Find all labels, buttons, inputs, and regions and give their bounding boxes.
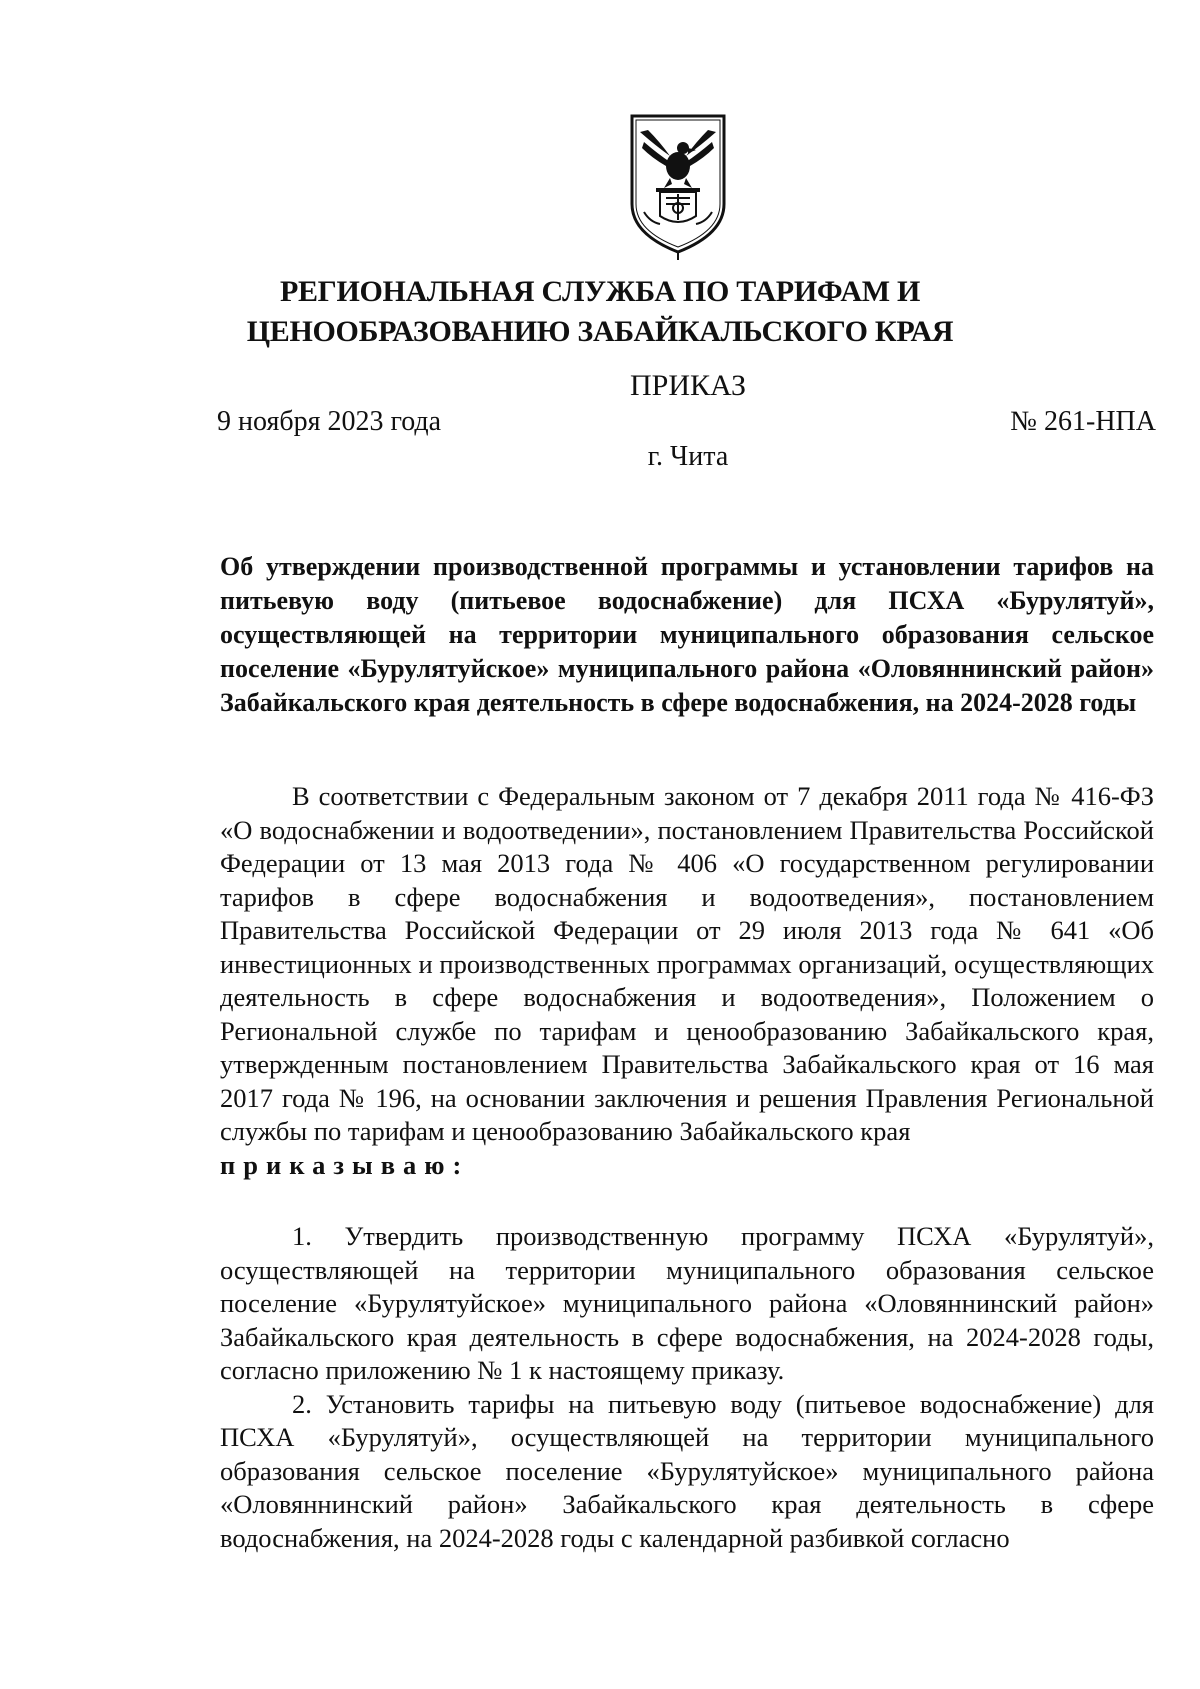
preamble-paragraph	[220, 780, 1154, 1182]
organization-name	[200, 272, 1000, 352]
preamble-text: В соответствии с Федеральным законом от 7 декабря 2011 года № 416-ФЗ «О водоснабжении и водоотведении», постановлением Правительства Российской Федерации от 13 мая 2013 года № 406 «О государственном регулировании тарифов в сфере водоснабжения и водоотведения», постановлением Правительства Российской Федерации от 29 июля 2013 года № 641 «Об инвестиционных и производственных программах организаций, осуществляющих деятельность в сфере водоснабжения и водоотведения», Положением о Региональной службе по тарифам и ценообразованию Забайкальского края, утвержденным постановлением Правительства Забайкальского края от 16 мая 2017 года № 196, на основании заключения и решения Правления Региональной службы по тарифам и ценообразованию Забайкальского края	[220, 781, 1154, 1146]
organization-name-line1: РЕГИОНАЛЬНАЯ СЛУЖБА ПО ТАРИФАМ И	[279, 275, 921, 308]
document-number: № 261-НПА	[1010, 406, 1156, 437]
organization-name-line2: ЦЕНООБРАЗОВАНИЮ ЗАБАЙКАЛЬСКОГО КРАЯ	[246, 315, 954, 348]
document-city: г. Чита	[647, 441, 729, 472]
order-word: приказываю:	[220, 1149, 470, 1180]
document-body	[220, 780, 1154, 1555]
order-item-2: 2. Установить тарифы на питьевую воду (питьевое водоснабжение) для ПСХА «Бурулятуй», осуществляющей на территории муниципального образования сельское поселение «Бурулятуйское» муниципального района «Оловяннинский район» Забайкальского края деятельность в сфере водоснабжения, на 2024-2028 годы с календарной разбивкой согласно	[220, 1388, 1154, 1553]
document-date: 9 ноября 2023 года	[217, 406, 442, 437]
document-type: ПРИКАЗ	[630, 369, 746, 402]
coat-of-arms-eagle-icon	[626, 112, 730, 262]
document-title: Об утверждении производственной программы и установлении тарифов на питьевую воду (питьевое водоснабжение) для ПСХА «Бурулятуй», осуществляющей на территории муниципального образования сельское поселение «Бурулятуйское» муниципального района «Оловяннинский район» Забайкальского края деятельность в сфере водоснабжения, на 2024-2028 годы	[220, 552, 1154, 717]
order-item-1: 1. Утвердить производственную программу ПСХА «Бурулятуй», осуществляющей на территории муниципального образования сельское поселение «Бурулятуйское» муниципального района «Оловяннинский район» Забайкальского края деятельность в сфере водоснабжения, на 2024-2028 годы, согласно приложению № 1 к настоящему приказу.	[220, 1221, 1154, 1385]
